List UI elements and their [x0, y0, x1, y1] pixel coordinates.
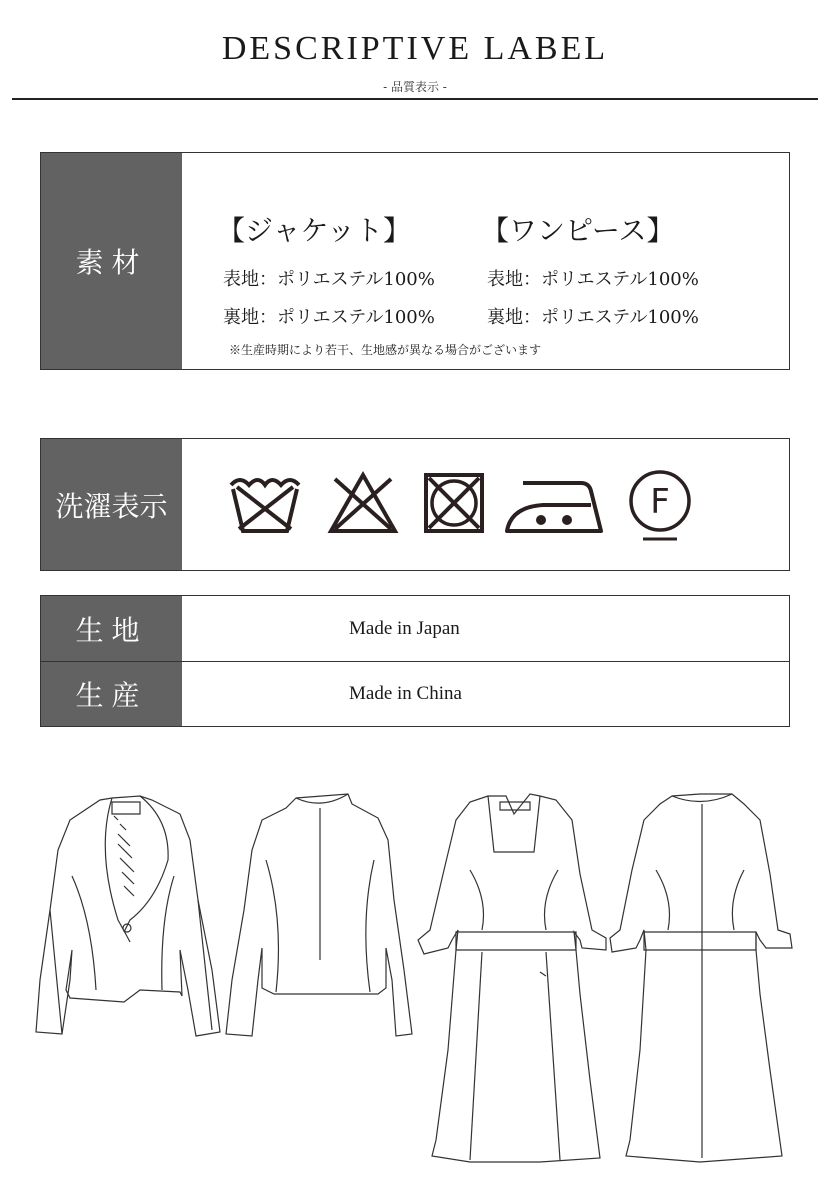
page-subtitle: - 品質表示 - — [383, 80, 447, 94]
fabric-label: 生地 — [41, 596, 182, 662]
dress-front-drawing — [418, 794, 606, 1162]
bleach-prohibited-icon — [325, 469, 401, 535]
page-title: DESCRIPTIVE LABEL — [221, 30, 609, 67]
dress-lining: 裏地：ポリエステル100% — [487, 307, 699, 328]
page-header — [0, 0, 830, 102]
material-section — [40, 152, 790, 370]
dry-clean-f-icon — [625, 469, 695, 543]
tumble-dry-prohibited-icon — [423, 469, 485, 535]
material-note: ※生産時期により若干、生地感が異なる場合がございます — [229, 343, 542, 357]
header-rule — [12, 98, 818, 100]
care-label: 洗濯表示 — [41, 439, 182, 570]
care-section — [40, 438, 790, 571]
dress-heading: 【ワンピース】 — [481, 214, 675, 247]
dress-outer: 表地：ポリエステル100% — [487, 269, 699, 290]
svg-text:F: F — [650, 482, 670, 522]
jacket-front-drawing — [36, 796, 220, 1036]
hand-wash-prohibited-icon — [227, 469, 303, 535]
fabric-value: Made in Japan — [349, 618, 460, 639]
jacket-heading: 【ジャケット】 — [217, 214, 412, 247]
fabric-row — [40, 595, 790, 662]
production-row — [40, 661, 790, 727]
dress-back-drawing — [610, 794, 792, 1162]
production-value: Made in China — [349, 683, 462, 704]
production-label: 生産 — [41, 662, 182, 726]
jacket-outer: 表地：ポリエステル100% — [223, 269, 435, 290]
material-label: 素材 — [41, 153, 182, 369]
iron-medium-icon — [503, 469, 605, 535]
jacket-lining: 裏地：ポリエステル100% — [223, 307, 435, 328]
jacket-back-drawing — [226, 794, 412, 1036]
garment-illustrations — [0, 780, 830, 1180]
